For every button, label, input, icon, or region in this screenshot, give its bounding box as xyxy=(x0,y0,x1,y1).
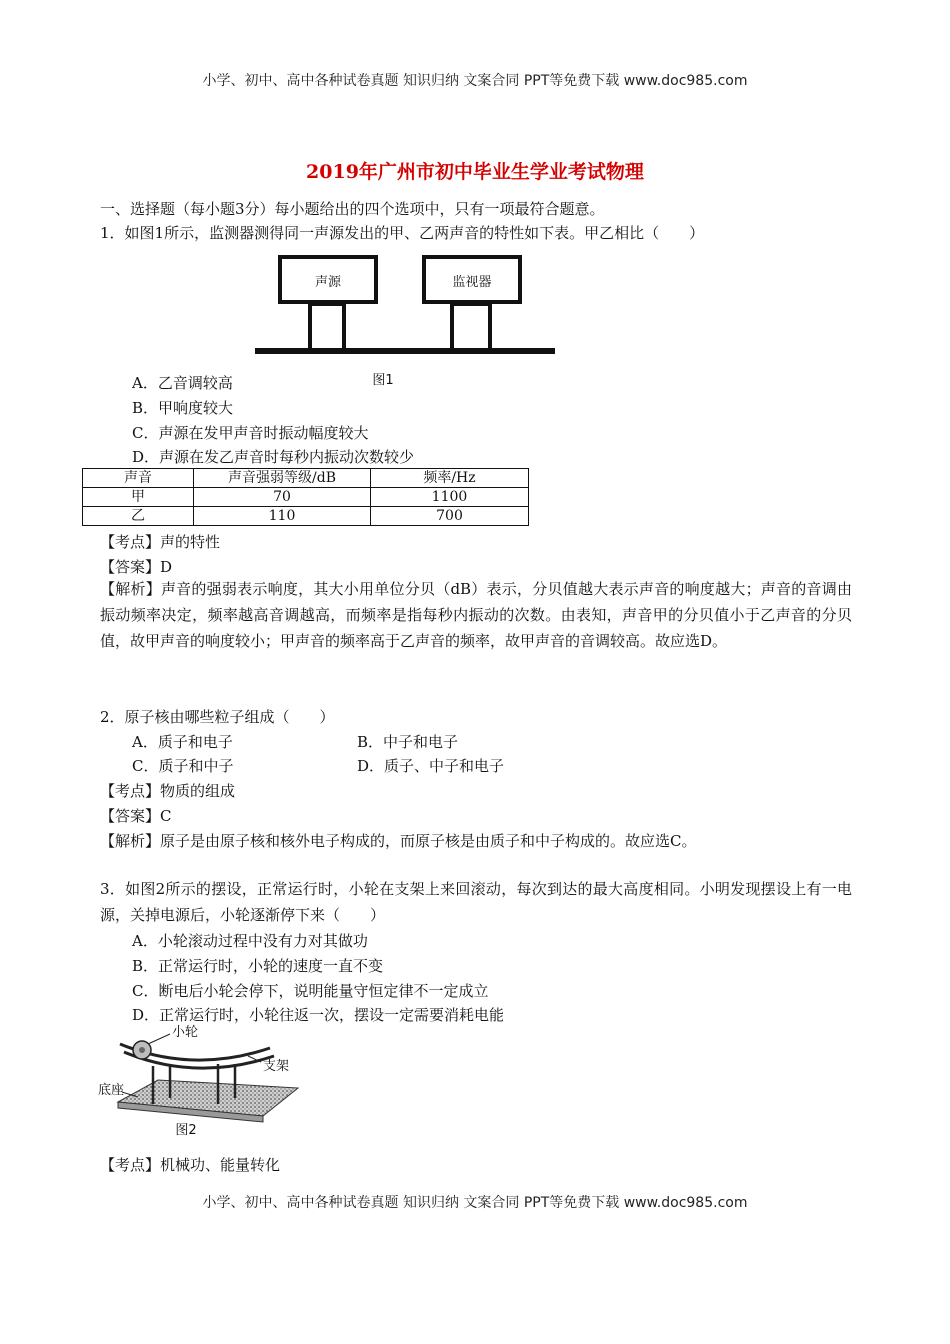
source-stand xyxy=(310,304,344,350)
q3-stem: 3．如图2所示的摆设，正常运行时，小轮在支架上来回滚动，每次到达的最大高度相同。小明发现摆设上有一电源，关掉电源后，小轮逐渐停下来（ ） xyxy=(100,880,852,924)
table-row xyxy=(83,488,529,507)
table-cell: 110 xyxy=(194,507,371,526)
table-cell: 1100 xyxy=(371,488,529,507)
q1-stem: 1．如图1所示，监测器测得同一声源发出的甲、乙两声音的特性如下表。甲乙相比（ ） xyxy=(100,224,705,242)
q2-option-b: B．中子和电子 xyxy=(357,733,459,751)
q3-option-a: A．小轮滚动过程中没有力对其做功 xyxy=(132,932,368,950)
figure-1 xyxy=(250,252,570,392)
q2-analysis: 【解析】原子是由原子核和核外电子构成的，而原子核是由质子和中子构成的。故应选C。 xyxy=(100,832,697,850)
page-footer: 小学、初中、高中各种试卷真题 知识归纳 文案合同 PPT等免费下载 www.doc985.com xyxy=(202,1195,748,1211)
q3-kaodian: 【考点】机械功、能量转化 xyxy=(100,1156,281,1174)
page-title: 2019年广州市初中毕业生学业考试物理 xyxy=(306,161,644,183)
table-header-cell: 频率/Hz xyxy=(371,469,529,488)
q3-option-d: D．正常运行时，小轮往返一次，摆设一定需要消耗电能 xyxy=(132,1006,505,1024)
q2-option-c: C．质子和中子 xyxy=(132,757,234,775)
table-cell: 70 xyxy=(194,488,371,507)
label-wheel: 小轮 xyxy=(172,1025,199,1040)
q1-option-b: B．甲响度较大 xyxy=(132,399,234,417)
q1-option-d: D．声源在发乙声音时每秒内振动次数较少 xyxy=(132,448,415,466)
section-heading: 一、选择题（每小题3分）每小题给出的四个选项中，只有一项最符合题意。 xyxy=(100,200,605,218)
table-header-cell: 声音 xyxy=(83,469,194,488)
q2-stem: 2．原子核由哪些粒子组成（ ） xyxy=(100,708,335,726)
monitor-label: 监视器 xyxy=(452,275,492,290)
q2-kaodian: 【考点】物质的组成 xyxy=(100,782,236,800)
q3-option-c: C．断电后小轮会停下，说明能量守恒定律不一定成立 xyxy=(132,982,489,1000)
wheel-hub xyxy=(139,1047,145,1053)
table-cell: 700 xyxy=(371,507,529,526)
q1-analysis: 【解析】声音的强弱表示响度，其大小用单位分贝（dB）表示，分贝值越大表示声音的响度越大；声音的音调由振动频率决定，频率越高音调越高，而频率是指每秒内振动的次数。由表知，声音甲的分贝值小于乙声音的分贝值，故甲声音的响度较小；甲声音的频率高于乙声音的频率，故甲声音的音调较高。故应选D。 xyxy=(100,580,852,650)
wheel-leader-line xyxy=(148,1034,170,1044)
q1-answer: 【答案】D xyxy=(100,558,173,576)
q2-answer: 【答案】C xyxy=(100,807,172,825)
table-header-row xyxy=(83,469,529,488)
label-base: 底座 xyxy=(98,1083,125,1098)
q1-option-a: A．乙音调较高 xyxy=(132,374,233,392)
q3-option-b: B．正常运行时，小轮的速度一直不变 xyxy=(132,957,384,975)
table-row xyxy=(83,507,529,526)
q1-kaodian: 【考点】声的特性 xyxy=(100,533,221,551)
sound-source-label: 声源 xyxy=(314,275,342,290)
q1-option-c: C．声源在发甲声音时振动幅度较大 xyxy=(132,424,369,442)
q1-data-table xyxy=(82,468,529,526)
table-cell: 甲 xyxy=(83,488,194,507)
ground-line xyxy=(255,348,555,354)
figure-2-caption: 图2 xyxy=(175,1123,197,1138)
page-header: 小学、初中、高中各种试卷真题 知识归纳 文案合同 PPT等免费下载 www.doc985.com xyxy=(202,73,748,89)
table-cell: 乙 xyxy=(83,507,194,526)
label-frame: 支架 xyxy=(263,1059,290,1074)
monitor-stand xyxy=(452,304,490,350)
figure-2 xyxy=(98,1022,308,1140)
q2-option-a: A．质子和电子 xyxy=(132,733,233,751)
q2-option-d: D．质子、中子和电子 xyxy=(357,757,505,775)
table-header-cell: 声音强弱等级/dB xyxy=(194,469,371,488)
figure-1-caption: 图1 xyxy=(372,373,394,388)
